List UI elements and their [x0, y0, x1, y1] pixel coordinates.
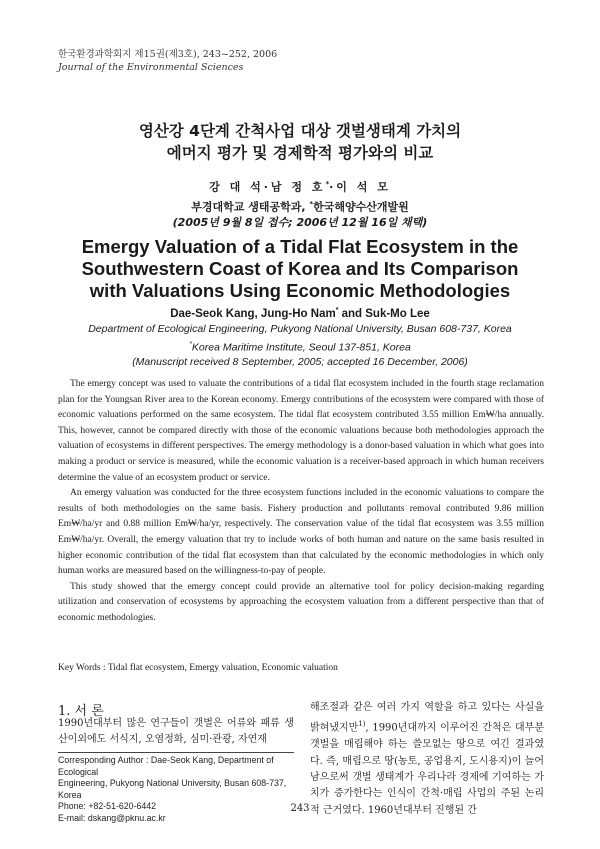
- korean-dates: (2005년 9월 8일 접수; 2006년 12월 16일 채택): [172, 216, 428, 230]
- abstract-paragraph: The emergy concept was used to valuate the contributions of a tidal flat ecosystem included in the fourth stage reclamation plan for the Youngsan River area to the Korean economy. Emergy contributions of the ecosystem were compared with those of economic valuations performed on the same ecosystem. The tidal flat ecosystem contributed 3.55 million Em₩/ha annually. This, however, cannot be compared directly with those of the economic valuations because both methodologies approach the valuation of ecosystems in different perspectives. The emergy methodology is a donor-based valuation in which what goes into making a product or service is measured, while the economic valuation is a receiver-based approach in which human receivers determine the value of an ecosystem product or service.: [58, 379, 544, 483]
- section-title: 1. 서 론: [58, 704, 104, 719]
- english-title-line2: Southwestern Coast of Korea and Its Comparison: [81, 258, 519, 279]
- korean-authors: [0, 176, 600, 231]
- english-author-names: Dae-Seok Kang, Jung-Ho Nam* and Suk-Mo Lee: [170, 307, 430, 320]
- page-number: 243: [290, 803, 310, 814]
- abstract-paragraph: An emergy valuation was conducted for the three ecosystem functions included in the economic valuations to compare the results of both methodologies on the same basis. Fishery production and pollutants removal contributed 9.86 million Em₩/ha/yr and 0.88 million Em₩/ha/yr, respectively. The conservation value of the tidal flat ecosystem was 3.55 million Em₩/ha/yr. Overall, the emergy valuation that try to include works of both human and nature on the same basis resulted in higher economic contribution of the tidal flat ecosystem than that calculated by the economic methodologies in which only human works are measured based on the willingness-to-pay of people.: [58, 488, 544, 577]
- english-affiliation-1: Department of Ecological Engineering, Pukyong National University, Busan 608-737, Korea: [88, 322, 512, 335]
- english-title-line1: Emergy Valuation of a Tidal Flat Ecosystem in the: [81, 236, 519, 257]
- korean-title: [0, 120, 600, 164]
- corresponding-author-footnote: Corresponding Author : Dae-Seok Kang, Department of Ecological Engineering, Pukyong National University, Busan 608-737, Korea Phone: +82-51-620-6442 E-mail: dskang@pknu.ac.kr: [58, 755, 287, 823]
- korean-title-line2: 에머지 평가 및 경제학적 평가와의 비교: [166, 144, 434, 162]
- english-authors: [0, 303, 600, 370]
- footnote-divider: [58, 752, 294, 753]
- journal-header: [58, 48, 277, 74]
- korean-affiliation: 부경대학교 생태공학과, *한국해양수산개발원: [191, 199, 409, 214]
- abstract-paragraph: This study showed that the emergy concept could provide an alternative tool for policy decision-making regarding utilization and conservation of ecosystems by approaching the ecosystem valuation from a different perspective than that of economic methodologies.: [58, 581, 544, 623]
- korean-author-names: 강 대 석·남 정 호*·이 석 모: [209, 180, 391, 194]
- english-title: [0, 236, 600, 302]
- journal-korean: 한국환경과학회지 제15권(제3호), 243~252, 2006: [58, 49, 278, 60]
- english-affiliation-2: *Korea Maritime Institute, Seoul 137-851, Korea: [189, 340, 411, 354]
- keywords: Key Words : Tidal flat ecosystem, Emergy valuation, Economic valuation: [58, 663, 338, 673]
- abstract: [58, 377, 544, 627]
- journal-english: Journal of the Environmental Sciences: [58, 62, 244, 73]
- manuscript-dates: (Manuscript received 8 September, 2005; accepted 16 December, 2006): [132, 356, 468, 369]
- intro-left-column: 1990년대부터 많은 연구들이 갯벌은 어류와 패류 생산이외에도 서식지, 오염정화, 심미·관광, 자연재: [58, 718, 294, 745]
- intro-right-column: 해조절과 같은 여러 가지 역할을 하고 있다는 사실을 밝혀냈지만$^{1)}$, 1990년대까지 이루어진 간척은 대부분 갯벌을 매립해야 하는 쓸모없는 땅으로 여긴 결과였다. 즉, 매립으로 땅(농토, 공업용지, 도시용지)이 늘어남으로써 갯벌 생태계가 우리나라 경제에 기여하는 가치가 증가한다는 인식이 간척·매립 사업의 주된 논리적 근거였다. 1960년대부터 진행된 간: [310, 702, 544, 816]
- korean-title-line1: 영산강 4단계 간척사업 대상 갯벌생태계 가치의: [138, 122, 462, 140]
- english-title-line3: with Valuations Using Economic Methodologies: [89, 280, 511, 301]
